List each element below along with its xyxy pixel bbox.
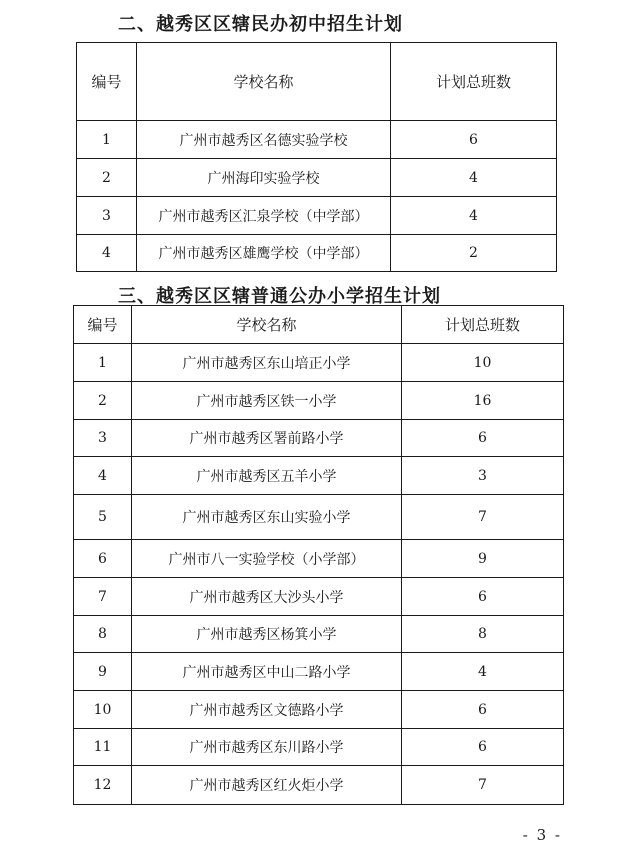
- middle-school-plan-table: [76, 42, 557, 272]
- class-count: 6: [402, 578, 564, 616]
- row-number: 4: [77, 235, 137, 272]
- table-header-row: [74, 306, 564, 344]
- table-row: [74, 495, 564, 540]
- table-header-row: [77, 43, 557, 121]
- class-count: 6: [391, 121, 557, 159]
- header-school-name: 学校名称: [137, 43, 391, 121]
- school-name: 广州市八一实验学校（小学部）: [132, 540, 402, 578]
- header-class-count: 计划总班数: [391, 43, 557, 121]
- table-row: [77, 159, 557, 197]
- class-count: 9: [402, 540, 564, 578]
- row-number: 6: [74, 540, 132, 578]
- header-number: 编号: [77, 43, 137, 121]
- row-number: 9: [74, 653, 132, 691]
- table-row: [77, 235, 557, 272]
- row-number: 4: [74, 457, 132, 495]
- header-school-name: 学校名称: [132, 306, 402, 344]
- school-name: 广州市越秀区铁一小学: [132, 382, 402, 420]
- table-row: [74, 578, 564, 616]
- school-name: 广州市越秀区东山实验小学: [132, 495, 402, 540]
- row-number: 11: [74, 729, 132, 766]
- row-number: 1: [77, 121, 137, 159]
- table-row: [74, 420, 564, 457]
- section-3-title: 三、越秀区区辖普通公办小学招生计划: [118, 286, 441, 307]
- primary-school-plan-table: [73, 305, 564, 805]
- table-row: [74, 457, 564, 495]
- school-name: 广州市越秀区文德路小学: [132, 691, 402, 729]
- school-name: 广州市越秀区东川路小学: [132, 729, 402, 766]
- school-name: 广州市越秀区汇泉学校（中学部）: [137, 197, 391, 235]
- row-number: 10: [74, 691, 132, 729]
- table-row: [77, 197, 557, 235]
- school-name: 广州市越秀区东山培正小学: [132, 344, 402, 382]
- school-name: 广州市越秀区红火炬小学: [132, 766, 402, 805]
- class-count: 8: [402, 616, 564, 653]
- table-row: [74, 344, 564, 382]
- school-name: 广州市越秀区大沙头小学: [132, 578, 402, 616]
- row-number: 3: [74, 420, 132, 457]
- row-number: 7: [74, 578, 132, 616]
- header-class-count: 计划总班数: [402, 306, 564, 344]
- class-count: 3: [402, 457, 564, 495]
- row-number: 12: [74, 766, 132, 805]
- class-count: 6: [402, 420, 564, 457]
- page-number: - 3 -: [522, 826, 562, 844]
- table-row: [74, 382, 564, 420]
- header-number: 编号: [74, 306, 132, 344]
- school-name: 广州海印实验学校: [137, 159, 391, 197]
- class-count: 6: [402, 691, 564, 729]
- table-row: [74, 653, 564, 691]
- table-row: [74, 540, 564, 578]
- row-number: 5: [74, 495, 132, 540]
- school-name: 广州市越秀区署前路小学: [132, 420, 402, 457]
- table-row: [77, 121, 557, 159]
- school-name: 广州市越秀区雄鹰学校（中学部）: [137, 235, 391, 272]
- school-name: 广州市越秀区名德实验学校: [137, 121, 391, 159]
- section-2-title: 二、越秀区区辖民办初中招生计划: [118, 14, 403, 35]
- table-row: [74, 766, 564, 805]
- class-count: 7: [402, 495, 564, 540]
- class-count: 4: [391, 159, 557, 197]
- class-count: 4: [391, 197, 557, 235]
- table-row: [74, 691, 564, 729]
- table-row: [74, 729, 564, 766]
- school-name: 广州市越秀区五羊小学: [132, 457, 402, 495]
- class-count: 4: [402, 653, 564, 691]
- row-number: 1: [74, 344, 132, 382]
- class-count: 10: [402, 344, 564, 382]
- row-number: 3: [77, 197, 137, 235]
- class-count: 2: [391, 235, 557, 272]
- school-name: 广州市越秀区杨箕小学: [132, 616, 402, 653]
- class-count: 7: [402, 766, 564, 805]
- row-number: 8: [74, 616, 132, 653]
- row-number: 2: [77, 159, 137, 197]
- class-count: 6: [402, 729, 564, 766]
- school-name: 广州市越秀区中山二路小学: [132, 653, 402, 691]
- class-count: 16: [402, 382, 564, 420]
- row-number: 2: [74, 382, 132, 420]
- table-row: [74, 616, 564, 653]
